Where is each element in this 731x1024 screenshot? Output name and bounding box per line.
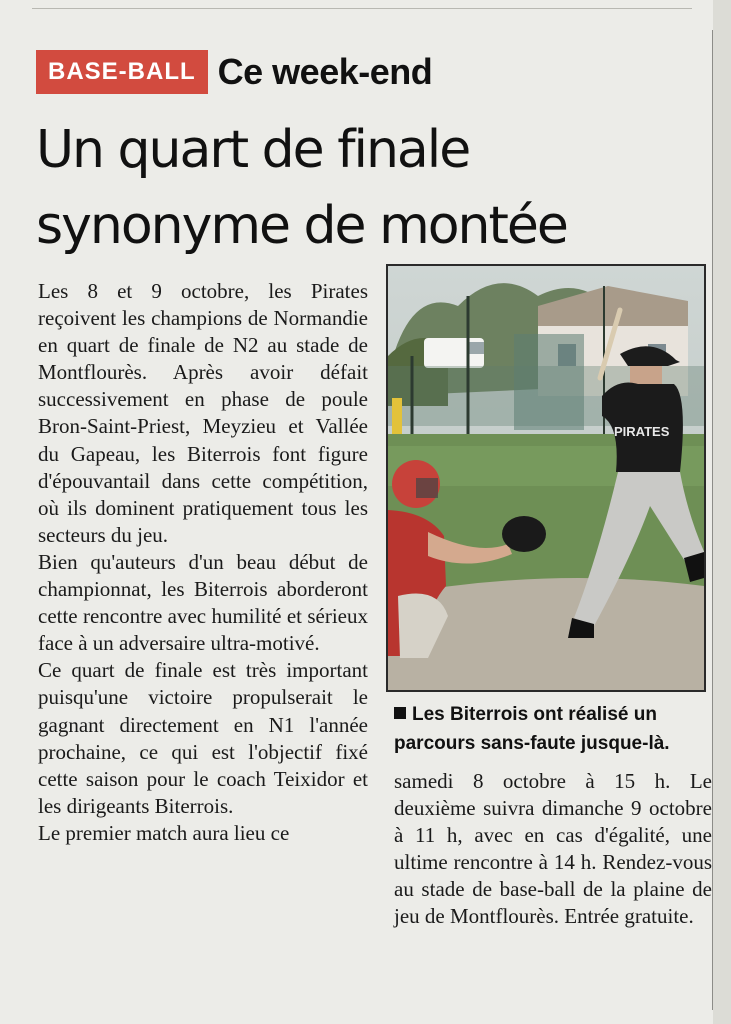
paragraph-1: Les 8 et 9 octobre, les Pirates reçoivent les champions de Normandie en quart de finale de N2 au stade de Montflourès. Après avoir défait successivement en phase de poule Bron-Saint-Priest, Meyzieu et Vallée du Gapeau, les Biterrois font figure d'épouvantail dans cette compétition, où ils dominent pratiquement tous les secteurs du jeu.	[38, 279, 368, 547]
photo-caption-text: Les Biterrois ont réalisé un parcours sans-faute jusque-là.	[394, 704, 670, 754]
article-column-left	[38, 278, 368, 847]
caption-bullet-icon	[394, 707, 406, 719]
baseball-photo-illustration	[388, 266, 704, 690]
continuation-paragraph: samedi 8 octobre à 15 h. Le deuxième suivra dimanche 9 octobre à 11 h, avec en cas d'égalité, une ultime rencontre à 14 h. Rendez-vous au stade de base-ball de la plaine de jeu de Montflourès. Entrée gratuite.	[394, 769, 712, 929]
article-column-right	[394, 768, 712, 931]
section-rubric: BASE-BALL	[36, 50, 208, 94]
catcher-mitt	[502, 516, 546, 552]
headline-line-1: Un quart de finale	[36, 120, 470, 180]
kicker: Ce week-end	[217, 51, 433, 92]
paragraph-3: Ce quart de finale est très important puisqu'une victoire propulserait le gagnant directement en N1 l'année prochaine, ce qui est l'objectif fixé cette saison pour le coach Teixidor et les dirigeants Biterrois.	[38, 658, 368, 818]
paragraph-4: Le premier match aura lieu ce	[38, 820, 290, 845]
headline-line-2: synonyme de montée	[36, 196, 567, 256]
article-photo	[386, 264, 706, 692]
top-rule	[32, 8, 692, 9]
column-rule	[712, 30, 713, 1010]
headline	[36, 112, 696, 264]
page-edge	[713, 0, 731, 1024]
kicker-row	[36, 46, 432, 98]
yellow-pad	[392, 398, 402, 438]
photo-caption	[394, 700, 714, 758]
paragraph-2: Bien qu'auteurs d'un beau début de championnat, les Biterrois aborderont cette rencontre avec humilité et sérieux face à un adversaire ultra-motivé.	[38, 549, 368, 656]
jersey-text: PIRATES	[614, 424, 670, 439]
